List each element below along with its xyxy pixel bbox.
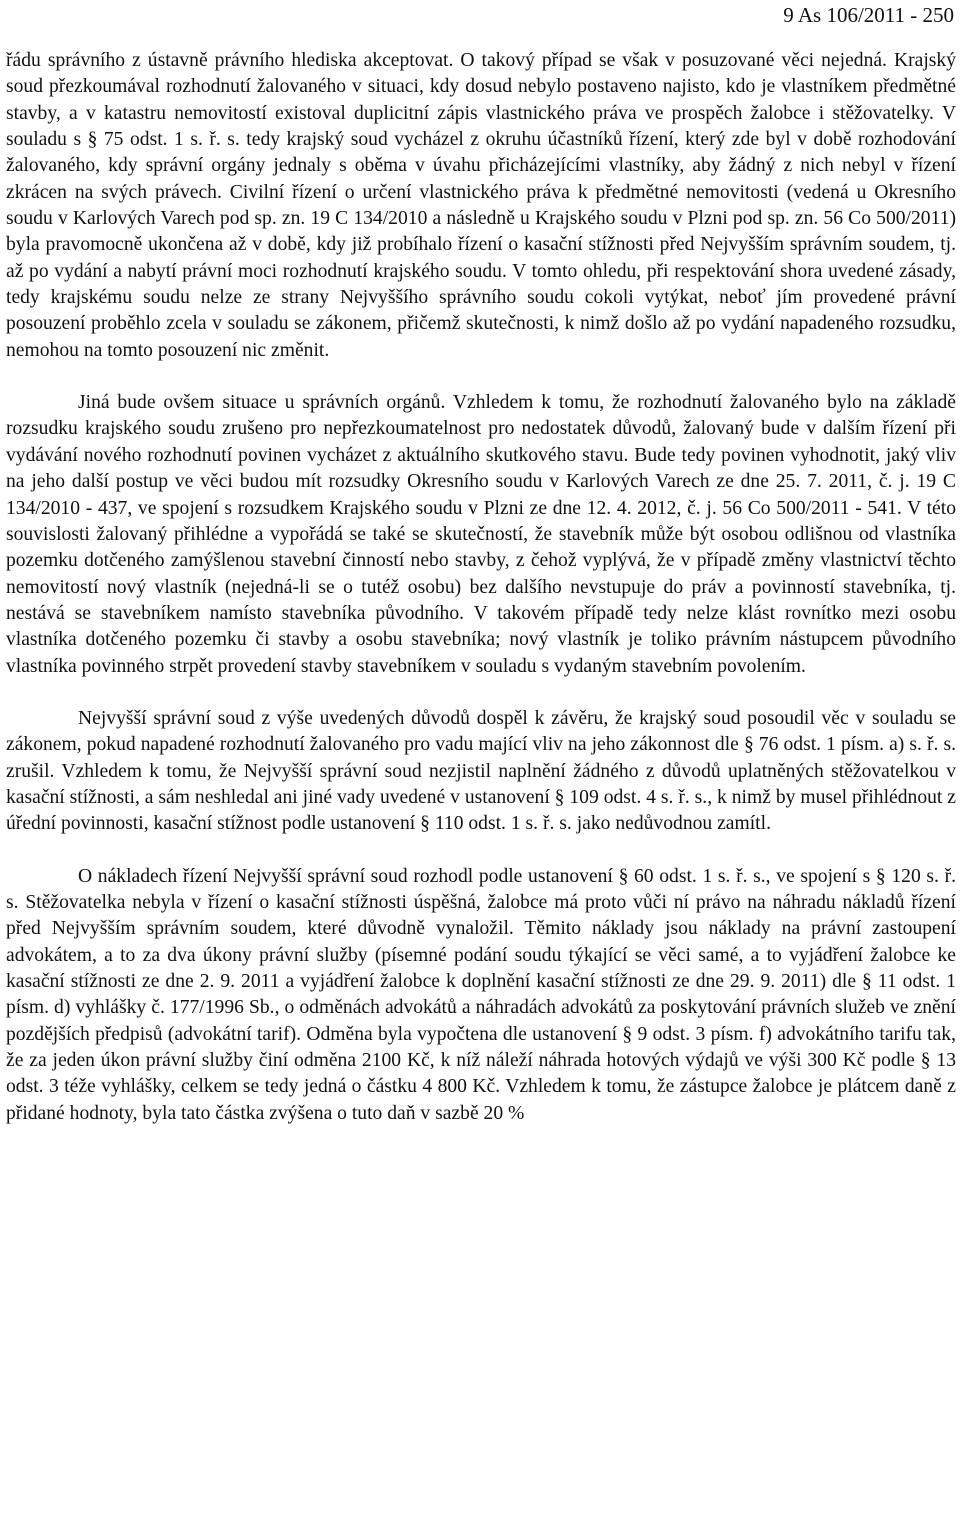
case-number-header: 9 As 106/2011 - 250 [783,3,954,27]
document-body [6,48,956,1153]
paragraph-4: O nákladech řízení Nejvyšší správní soud rozhodl podle ustanovení § 60 odst. 1 s. ř. s., ve spojení s § 120 s. ř. s. Stěžovatelka nebyla v řízení o kasační stížnosti úspěšná, žalobce má proto vůči ní právo na náhradu nákladů řízení před Nejvyšším správním soudem, které důvodně vynaložil. Těmito náklady jsou náklady na právní zastoupení advokátem, a to za dva úkony právní služby (písemné podání soudu týkající se věci samé, a to vyjádření žalobce ke kasační stížnosti ze dne 2. 9. 2011 a vyjádření žalobce k doplnění kasační stížnosti ze dne 29. 9. 2011) dle § 11 odst. 1 písm. d) vyhlášky č. 177/1996 Sb., o odměnách advokátů a náhradách advokátů za poskytování právních služeb ve znění pozdějších předpisů (advokátní tarif). Odměna byla vypočtena dle ustanovení § 9 odst. 3 písm. f) advokátního tarifu tak, že za jeden úkon právní služby činí odměna 2100 Kč, k níž náleží náhrada hotových výdajů ve výši 300 Kč podle § 13 odst. 3 téže vyhlášky, celkem se tedy jedná o částku 4 800 Kč. Vzhledem k tomu, že zástupce žalobce je plátcem daně z přidané hodnoty, byla tato částka zvýšena o tuto daň v sazbě 20 % [6,865,956,1124]
paragraph-3: Nejvyšší správní soud z výše uvedených důvodů dospěl k závěru, že krajský soud posoudil věc v souladu se zákonem, pokud napadené rozhodnutí žalovaného pro vadu mající vliv na jeho zákonnost dle § 76 odst. 1 písm. a) s. ř. s. zrušil. Vzhledem k tomu, že Nejvyšší správní soud nezjistil naplnění žádného z důvodů uplatněných stěžovatelkou v kasační stížnosti, a sám neshledal ani jiné vady uvedené v ustanovení § 109 odst. 4 s. ř. s., k nimž by musel přihlédnout z úřední povinnosti, kasační stížnost podle ustanovení § 110 odst. 1 s. ř. s. jako nedůvodnou zamítl. [6,707,956,835]
paragraph-2: Jiná bude ovšem situace u správních orgánů. Vzhledem k tomu, že rozhodnutí žalovaného bylo na základě rozsudku krajského soudu zrušeno pro nepřezkoumatelnost pro nedostatek důvodů, žalovaný bude v dalším řízení při vydávání nového rozhodnutí povinen vycházet z aktuálního skutkového stavu. Bude tedy povinen vyhodnotit, jaký vliv na jeho další postup ve věci budou mít rozsudky Okresního soudu v Karlových Varech ze dne 25. 7. 2011, č. j. 19 C 134/2010 - 437, ve spojení s rozsudkem Krajského soudu v Plzni ze dne 12. 4. 2012, č. j. 56 Co 500/2011 - 541. V této souvislosti žalovaný přihlédne a vypořádá se také se skutečností, že stavebník může být osobou odlišnou od vlastníka pozemku dotčeného zamýšlenou stavební činností nebo stavby, z čehož vyplývá, že v případě změny vlastnictví těchto nemovitostí nový vlastník (nejedná-li se o tutéž osobu) bez dalšího nevstupuje do práv a povinností stavebníka, tj. nestává se stavebníkem namísto stavebníka původního. V takovém případě tedy nelze klást rovnítko mezi osobu vlastníka dotčeného pozemku či stavby a osobu stavebníka; nový vlastník je toliko právním nástupcem původního vlastníka povinného strpět provedení stavby stavebníkem v souladu s vydaným stavebním povolením. [6,392,956,677]
paragraph-1: řádu správního z ústavně právního hlediska akceptovat. O takový případ se však v posuzované věci nejedná. Krajský soud přezkoumával rozhodnutí žalovaného v situaci, kdy dosud nebylo postaveno najisto, kdo je vlastníkem předmětné stavby, a v katastru nemovitostí existoval duplicitní zápis vlastnického práva ve prospěch žalobce i stěžovatelky. V souladu s § 75 odst. 1 s. ř. s. tedy krajský soud vycházel z okruhu účastníků řízení, který zde byl v době rozhodování žalovaného, kdy správní orgány jednaly s oběma v úvahu přicházejícími vlastníky, aby žádný z nich nebyl v řízení zkrácen na svých právech. Civilní řízení o určení vlastnického práva k předmětné nemovitosti (vedená u Okresního soudu v Karlových Varech pod sp. zn. 19 C 134/2010 a následně u Krajského soudu v Plzni pod sp. zn. 56 Co 500/2011) byla pravomocně ukončena až v době, kdy již probíhalo řízení o kasační stížnosti před Nejvyšším správním soudem, tj. až po vydání a nabytí právní moci rozhodnutí krajského soudu. V tomto ohledu, při respektování shora uvedené zásady, tedy krajskému soudu nelze ze strany Nejvyššího správního soudu cokoli vytýkat, neboť jím provedené právní posouzení proběhlo zcela v souladu se zákonem, přičemž skutečnosti, k nimž došlo až po vydání napadeného rozsudku, nemohou na tomto posouzení nic změnit. [6,50,956,361]
